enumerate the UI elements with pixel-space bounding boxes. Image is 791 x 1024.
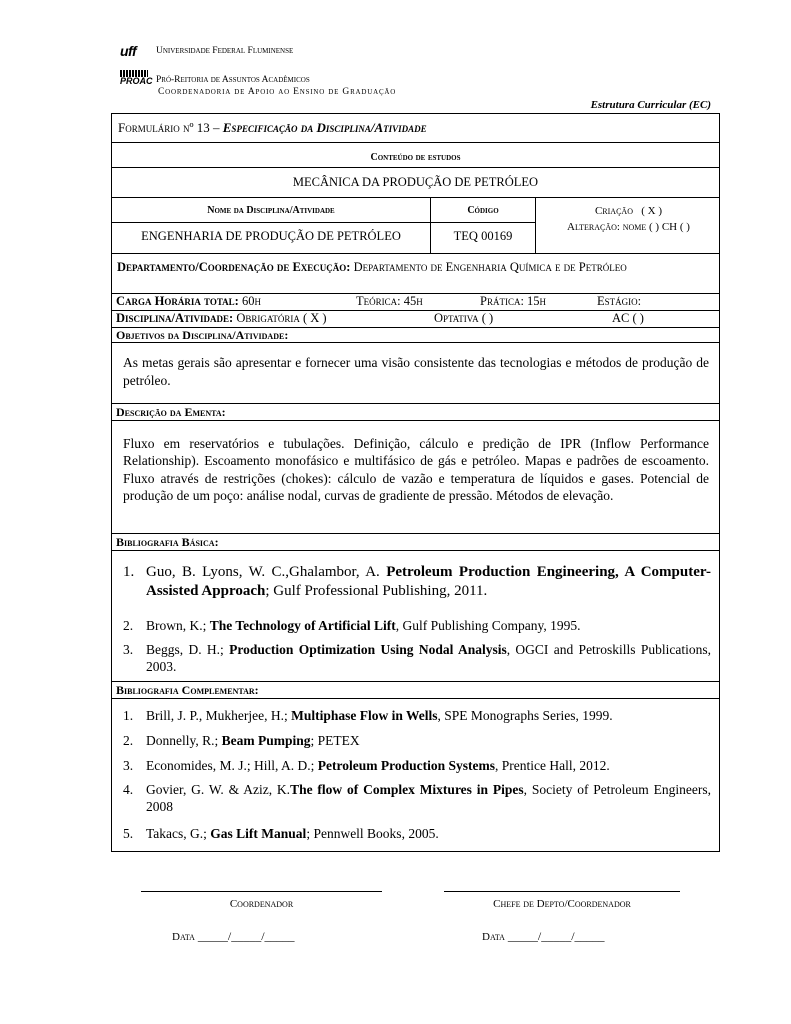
- ementa-text: Fluxo em reservatórios e tubulações. Definição, cálculo e predição de IPR (Inflow Performance Relationship). Escoamento monofásico e multifásico de gás e petróleo. Mapas e padrões de escoamento. Fluxo através de restrições (chokes): cálculo de vazão e temperatura de líquidos e gases. Potencial de produção de um poço: análise nodal, curvas de gradiente de pressão. Métodos de elevação.: [112, 421, 719, 534]
- carga-field: Carga Horária total: 60h: [116, 294, 261, 308]
- list-item: 2. Brown, K.; The Technology of Artificial Lift, Gulf Publishing Company, 1995.: [123, 618, 581, 633]
- departamento-row: [112, 254, 719, 294]
- objetivos-header-row: [112, 328, 719, 343]
- comp-header: Bibliografia Complementar:: [116, 683, 259, 697]
- departamento-value: Departamento de Engenharia Química e de Petróleo: [353, 260, 627, 274]
- biblio-header-row: [112, 534, 719, 551]
- ementa-header: Descrição da Ementa:: [116, 405, 226, 419]
- chefe-signature-line: [444, 891, 680, 892]
- proreitoria-name: Pró-Reitoria de Assuntos Acadêmicos: [156, 75, 310, 85]
- criacao-mark: ( X ): [641, 205, 663, 217]
- coordenadoria-name: Coordenadoria de Apoio ao Ensino de Graduação: [158, 87, 397, 97]
- list-item: 1. Brill, J. P., Mukherjee, H.; Multiphase Flow in Wells, SPE Monographs Series, 1999.: [123, 708, 613, 723]
- disciplina-label: Disciplina/Atividade: Obrigatória ( X ): [116, 311, 327, 325]
- conteudo-header: Conteúdo de estudos: [370, 152, 461, 163]
- biblio-header: Bibliografia Básica:: [116, 535, 219, 549]
- list-item: 1. Guo, B. Lyons, W. C.,Ghalambor, A. Petroleum Production Engineering, A Computer-Assisted Approach; Gulf Professional Publishing, 2011.: [123, 564, 711, 599]
- criacao-field: Criação ( X ): [594, 205, 663, 217]
- codigo-header: Código: [467, 205, 499, 216]
- coordenador-label: Coordenador: [229, 898, 294, 910]
- university-name: Universidade Federal Fluminense: [156, 46, 294, 56]
- university-row: [120, 44, 680, 58]
- divider: [112, 222, 535, 223]
- optativa-field: Optativa ( ): [434, 311, 494, 325]
- codigo-value: TEQ 00169: [453, 229, 513, 243]
- disciplina-table: [112, 198, 719, 254]
- coordenador-date: Data _____/_____/_____: [172, 929, 295, 943]
- biblio-list: [112, 551, 719, 682]
- proac-logo: PROAC: [120, 70, 153, 85]
- form-title: Formulário nº 13 – Especificação da Disciplina/Atividade: [118, 120, 427, 135]
- pratica-field: Prática: 15h: [480, 294, 547, 308]
- list-item: 5. Takacs, G.; Gas Lift Manual; Pennwell Books, 2005.: [123, 826, 439, 841]
- alteracao-field: Alteração: nome ( ) CH ( ): [567, 221, 690, 233]
- list-item: 4. Govier, G. W. & Aziz, K.The flow of Complex Mixtures in Pipes, Society of Petroleum Engineers, 2008: [123, 782, 711, 814]
- objetivos-header: Objetivos da Disciplina/Atividade:: [116, 328, 289, 342]
- teorica-field: Teórica: 45h: [356, 294, 423, 308]
- coordenador-signature-line: [141, 891, 382, 892]
- conteudo-value: MECÂNICA DA PRODUÇÃO DE PETRÓLEO: [112, 167, 719, 198]
- nome-header: Nome da Disciplina/Atividade: [207, 205, 335, 216]
- chefe-label: Chefe de Depto/Coordenador: [493, 898, 631, 910]
- comp-header-row: [112, 682, 719, 699]
- estrutura-label: Estrutura Curricular (EC): [590, 99, 711, 111]
- ac-field: AC ( ): [612, 311, 644, 325]
- comp-list: [112, 699, 719, 853]
- disciplina-type-row: [112, 311, 719, 328]
- departamento-label: Departamento/Coordenação de Execução:: [117, 260, 351, 274]
- estagio-field: Estágio:: [597, 294, 642, 308]
- document-header: [120, 43, 680, 86]
- list-item: 3. Beggs, D. H.; Production Optimization Using Nodal Analysis, OGCI and Petroskills Publications, 2003.: [123, 642, 712, 674]
- nome-value: ENGENHARIA DE PRODUÇÃO DE PETRÓLEO: [141, 229, 401, 243]
- objetivos-text: As metas gerais são apresentar e fornecer uma visão consistente das tecnologias e métodos de produção de petróleo.: [112, 343, 719, 404]
- uff-logo: uff: [120, 43, 137, 59]
- chefe-date: Data _____/_____/_____: [482, 929, 605, 943]
- list-item: 2. Donnelly, R.; Beam Pumping; PETEX: [123, 733, 360, 748]
- form-box: [111, 113, 720, 852]
- list-item: 3. Economides, M. J.; Hill, A. D.; Petroleum Production Systems, Prentice Hall, 2012.: [123, 758, 610, 773]
- carga-row: [112, 294, 719, 311]
- ementa-header-row: [112, 404, 719, 421]
- form-title-row: [112, 114, 719, 143]
